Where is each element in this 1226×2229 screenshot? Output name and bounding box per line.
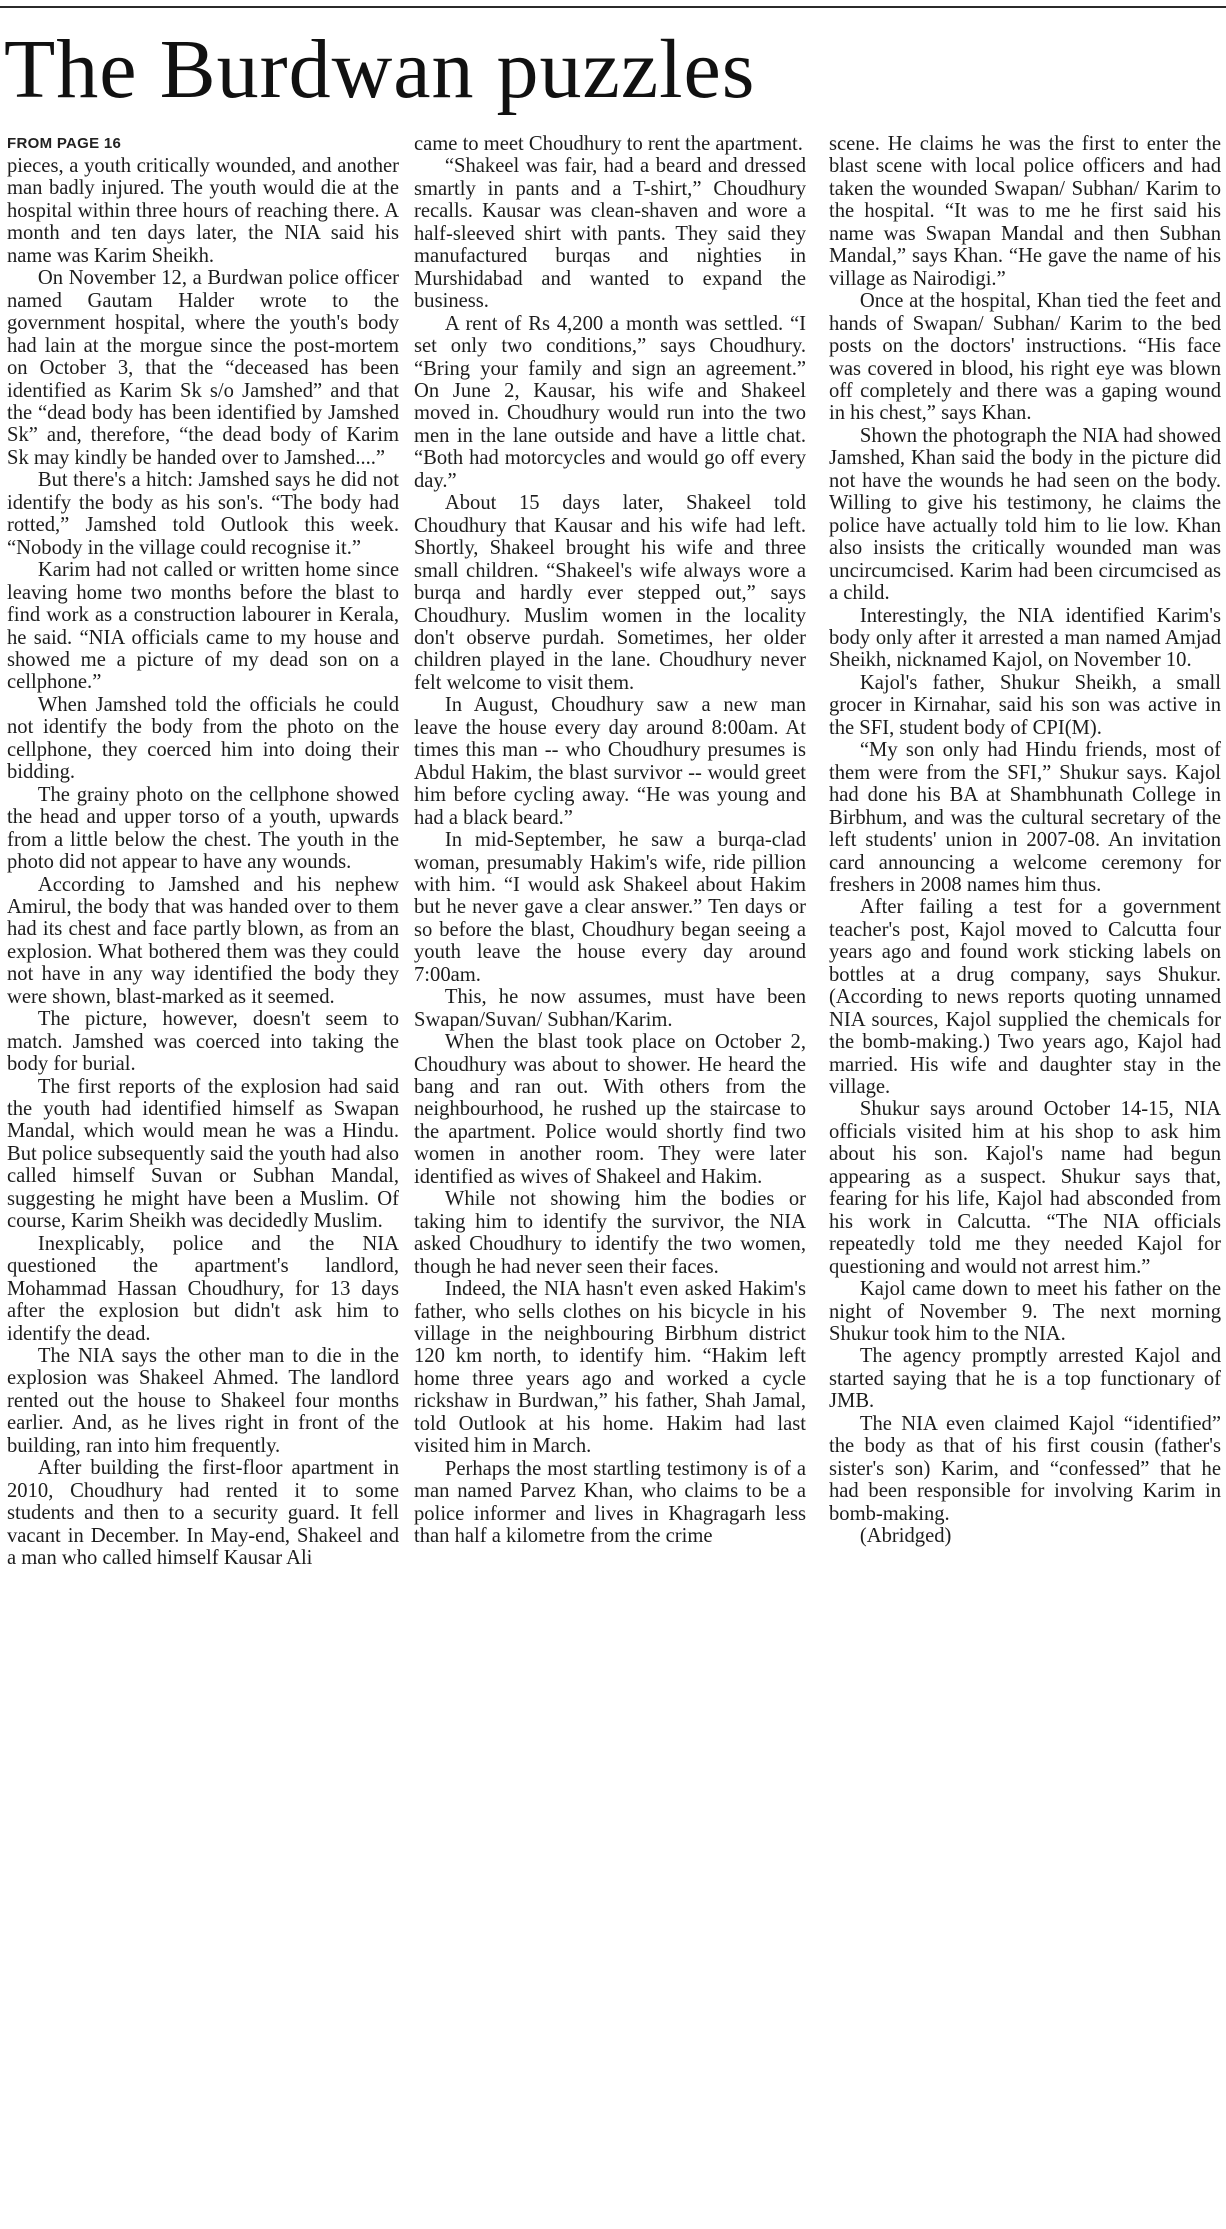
article-column-3 — [829, 133, 1221, 1548]
paragraph: Once at the hospital, Khan tied the feet and hands of Swapan/ Subhan/ Karim to the bed posts on the doctors' instructions. “His face was covered in blood, his right eye was blown off completely and there was a gaping wound in his chest,” says Khan. — [829, 290, 1221, 425]
paragraph: Karim had not called or written home since leaving home two months before the blast to find work as a construction labourer in Kerala, he said. “NIA officials came to my house and showed me a picture of my dead son on a cellphone.” — [7, 559, 399, 694]
paragraph: Perhaps the most startling testimony is of a man named Parvez Khan, who claims to be a police informer and lives in Khagragarh less than half a kilometre from the crime — [414, 1457, 806, 1548]
paragraph: This, he now assumes, must have been Swapan/Suvan/ Subhan/Karim. — [414, 986, 806, 1031]
paragraph: came to meet Choudhury to rent the apartment. — [414, 133, 803, 155]
paragraph: After failing a test for a government teacher's post, Kajol moved to Calcutta four years ago and found work sticking labels on bottles at a drug company, says Shukur. (According to news reports quoting unnamed NIA sources, Kajol supplied the chemicals for the bomb-making.) Two years ago, Kajol had married. His wife and daughter stay in the village. — [829, 896, 1221, 1099]
paragraph: In August, Choudhury saw a new man leave the house every day around 8:00am. At times this man -- who Choudhury presumes is Abdul Hakim, the blast survivor -- would greet him before cycling away. “He was young and had a black beard.” — [414, 694, 806, 829]
paragraph: pieces, a youth critically wounded, and another man badly injured. The youth would die at the hospital within three hours of reaching there. A month and ten days later, the NIA said his name was Karim Sheikh. — [7, 155, 399, 267]
paragraph: While not showing him the bodies or taking him to identify the survivor, the NIA asked Choudhury to identify the two women, though he had never seen their faces. — [414, 1188, 806, 1278]
paragraph: Inexplicably, police and the NIA questioned the apartment's landlord, Mohammad Hassan Choudhury, for 13 days after the explosion but didn't ask him to identify the dead. — [7, 1232, 399, 1345]
article-column-1 — [7, 133, 399, 1570]
paragraph: After building the first-floor apartment in 2010, Choudhury had rented it to some students and then to a security guard. It fell vacant in December. In May-end, Shakeel and a man who called himself Kausar Ali — [7, 1457, 399, 1570]
paragraph: “My son only had Hindu friends, most of them were from the SFI,” Shukur says. Kajol had done his BA at Shambhunath College in Birbhum, and was the cultural secretary of the left students' union in 2007-08. An invitation card announcing a welcome ceremony for freshers in 2008 names him thus. — [829, 739, 1221, 896]
paragraph: Kajol came down to meet his father on the night of November 9. The next morning Shukur took him to the NIA. — [829, 1278, 1221, 1346]
paragraph: But there's a hitch: Jamshed says he did not identify the body as his son's. “The body had rotted,” Jamshed told Outlook this week. “Nobody in the village could recognise it.” — [7, 469, 399, 559]
paragraph: According to Jamshed and his nephew Amirul, the body that was handed over to them had its chest and face partly blown, as from an explosion. What bothered them was they could not have in any way identified the body they were shown, blast-marked as it seemed. — [7, 873, 399, 1008]
paragraph: In mid-September, he saw a burqa-clad woman, presumably Hakim's wife, ride pillion with him. “I would ask Shakeel about Hakim but he never gave a clear answer.” Ten days or so before the blast, Choudhury began seeing a youth leave the house every day around 7:00am. — [414, 829, 806, 986]
paragraph: On November 12, a Burdwan police officer named Gautam Halder wrote to the government hospital, where the youth's body had lain at the morgue since the post-mortem on October 3, that the “deceased has been identified as Karim Sk s/o Jamshed” and that the “dead body has been identified by Jamshed Sk” and, therefore, “the dead body of Karim Sk may kindly be handed over to Jamshed....” — [7, 267, 399, 469]
paragraph: The picture, however, doesn't seem to match. Jamshed was coerced into taking the body for burial. — [7, 1008, 399, 1076]
paragraph: The NIA says the other man to die in the explosion was Shakeel Ahmed. The landlord rented out the house to Shakeel four months earlier. And, as he lives right in front of the building, ran into him frequently. — [7, 1345, 399, 1457]
paragraph: When Jamshed told the officials he could not identify the body from the photo on the cellphone, they coerced him into doing their bidding. — [7, 693, 399, 784]
paragraph: scene. He claims he was the first to enter the blast scene with local police officers and had taken the wounded Swapan/ Subhan/ Karim to the hospital. “It was to me he first said his name was Swapan Mandal and then Subhan Mandal,” says Khan. “He gave the name of his village as Nairodigi.” — [829, 133, 1221, 290]
top-rule — [0, 6, 1226, 8]
paragraph: Kajol's father, Shukur Sheikh, a small grocer in Kirnahar, said his son was active in the SFI, student body of CPI(M). — [829, 671, 1221, 739]
paragraph: The grainy photo on the cellphone showed the head and upper torso of a youth, upwards from a little below the chest. The youth in the photo did not appear to have any wounds. — [7, 783, 399, 874]
paragraph: Shown the photograph the NIA had showed Jamshed, Khan said the body in the picture did not have the wounds he had seen on the body. Willing to give his testimony, he claims the police have actually told him to lie low. Khan also insists the critically wounded man was uncircumcised. Karim had been circumcised as a child. — [829, 424, 1221, 605]
article-column-2 — [414, 133, 806, 1548]
paragraph: Interestingly, the NIA identified Karim's body only after it arrested a man named Amjad Sheikh, nicknamed Kajol, on November 10. — [829, 604, 1221, 672]
signoff: (Abridged) — [859, 1525, 952, 1548]
paragraph: “Shakeel was fair, had a beard and dressed smartly in pants and a T-shirt,” Choudhury recalls. Kausar was clean-shaven and wore a half-sleeved shirt with pants. They said they manufactured burqas and nighties in Murshidabad and wanted to expand the business. — [414, 155, 806, 313]
paragraph: When the blast took place on October 2, Choudhury was about to shower. He heard the bang and ran out. With others from the neighbourhood, he rushed up the staircase to the apartment. Police would shortly find two women in another room. They were later identified as wives of Shakeel and Hakim. — [414, 1031, 806, 1188]
article-title: The Burdwan puzzles — [4, 23, 756, 116]
paragraph: Shukur says around October 14-15, NIA officials visited him at his shop to ask him about his son. Kajol's name had begun appearing as a suspect. Shukur says that, fearing for his life, Kajol had absconded from his work in Calcutta. “The NIA officials repeatedly told me they needed Kajol for questioning and would not arrest him.” — [829, 1098, 1221, 1278]
paragraph: The agency promptly arrested Kajol and started saying that he is a top functionary of JMB. — [829, 1345, 1221, 1413]
paragraph: The first reports of the explosion had said the youth had identified himself as Swapan Mandal, which would mean he was a Hindu. But police subsequently said the youth had also called himself Suvan or Subhan Mandal, suggesting he might have been a Muslim. Of course, Karim Sheikh was decidedly Muslim. — [7, 1075, 399, 1233]
paragraph: The NIA even claimed Kajol “identified” the body as that of his first cousin (father's sister's son) Karim, and “confessed” that he had been responsible for involving Karim in bomb-making. — [829, 1412, 1221, 1525]
paragraph: About 15 days later, Shakeel told Choudhury that Kausar and his wife had left. Shortly, Shakeel brought his wife and three small children. “Shakeel's wife always wore a burqa and hardly ever stepped out,” says Choudhury. Muslim women in the locality don't observe purdah. Sometimes, her older children played in the lane. Choudhury never felt welcome to visit them. — [414, 492, 806, 694]
continuation-label: FROM PAGE 16 — [7, 135, 122, 152]
paragraph: Indeed, the NIA hasn't even asked Hakim's father, who sells clothes on his bicycle in his village in the neighbouring Birbhum district 120 km north, to identify him. “Hakim left home three years ago and worked a cycle rickshaw in Burdwan,” his father, Shah Jamal, told Outlook at his home. Hakim had last visited him in March. — [414, 1278, 806, 1458]
paragraph: A rent of Rs 4,200 a month was settled. “I set only two conditions,” says Choudhury. “Bring your family and sign an agreement.” On June 2, Kausar, his wife and Shakeel moved in. Choudhury would run into the two men in the lane outside and have a little chat. “Both had motorcycles and would go off every day.” — [414, 312, 806, 492]
